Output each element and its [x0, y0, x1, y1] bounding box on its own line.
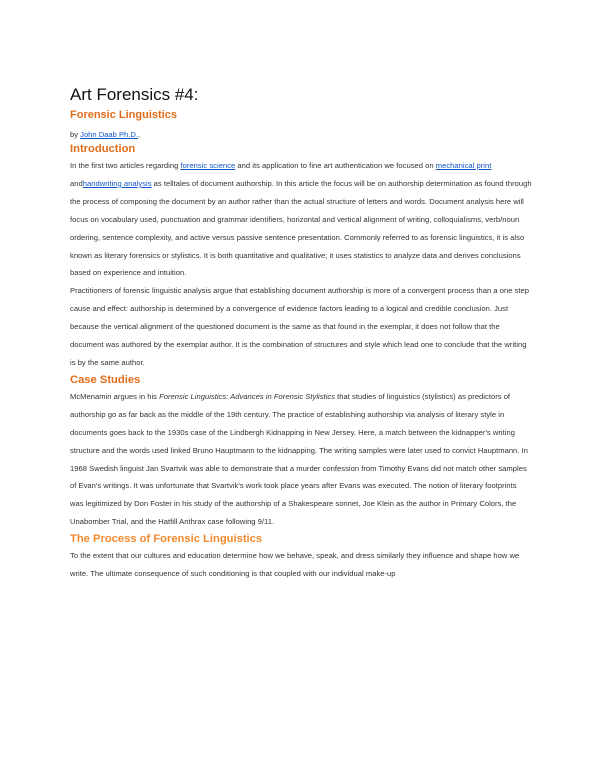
byline [70, 129, 532, 141]
intro-text-1: In the first two articles regarding [70, 161, 181, 170]
introduction-paragraph-1 [70, 157, 532, 282]
process-paragraph: To the extent that our cultures and education determine how we behave, speak, and dress similarly they influence and shape how we write. The ultimate consequence of such conditioning is that coupled with our individual make-up [70, 551, 520, 579]
intro-text-3: and [70, 178, 83, 188]
handwriting-analysis-link[interactable]: handwriting analysis [82, 178, 152, 188]
article-subtitle: Forensic Linguistics [70, 109, 177, 121]
case-text-1: McMenamin argues in his [70, 391, 160, 401]
introduction-heading: Introduction [70, 143, 136, 155]
case-studies-heading: Case Studies [70, 373, 141, 386]
introduction-paragraph-2: Practitioners of forensic linguistic analysis argue that establishing document authorship is more of a convergent process than a one step cause and effect: authorship is determined by a convergence of evidence factors leading to a logical and credible conclusion. Just because the vertical alignment of the questioned document is the same as that found in the exemplar, it does not follow that the document was authored by the exemplar author. It is the combination of structures and style which lead one to conclude that the writing is by the same author. [70, 286, 530, 367]
case-studies-paragraph [70, 388, 532, 531]
process-heading: The Process of Forensic Linguistics [70, 533, 263, 546]
article-title: Art Forensics #4: [70, 85, 199, 104]
mechanical-print-link[interactable]: mechanical print [435, 161, 492, 170]
intro-text-2: and its application to fine art authentication we focused on [235, 161, 436, 170]
author-link[interactable]: John Daab Ph.D. [80, 130, 138, 139]
byline-suffix: , [137, 130, 141, 139]
byline-prefix: by [70, 130, 81, 139]
case-text-2: that studies of linguistics (stylistics) as predictors of authorship go as far back as the middle of the 19th century. The practice of establishing authorship via analysis of literary style in documents goes back to the 1930s case of the Lindbergh Kidnapping in New Jersey. Here, a match between the kidnapper's writing structure and the words used linked Bruno Hauptmann to the kidnapping. The writing samples were later used to convict Hauptmann. In 1968 Swedish linguist Jan Svartvik was able to demonstrate that a murder confession from Timothy Evans did not match other samples of Evan's writings. It was unfortunate that Svartvik's work took place years after Evans was executed. The notion of literary footprints was legitimized by Don Foster in his study of the authorship of a Shakespeare sonnet, Joe Klein as the author in Primary Colors, the Unabomber Trial, and the Hatfill Anthrax case following 9/11. [70, 391, 528, 527]
intro-text-4: as telltales of document authorship. In this article the focus will be on authorship determination as found through the process of composing the document by an author rather than the actual structure of letters and words. Document analysis here will focus on vocabulary used, punctuation and grammar identifiers, horizontal and vertical alignment of writing, colloquialisms, verb/noun ordering, sentence complexity, and active versus passive sentence presentation. Commonly referred to as forensic linguistics, it is also known as literary forensics or stylistics. It is both quantitative and qualitative; it uses statistics to analyze data and derives conclusions based on experience and intuition. [70, 178, 532, 278]
article-page [70, 84, 532, 583]
forensic-science-link[interactable]: forensic science [180, 161, 236, 170]
book-title: Forensic Linguistics: Advances in Forensic Stylistics [159, 391, 336, 401]
